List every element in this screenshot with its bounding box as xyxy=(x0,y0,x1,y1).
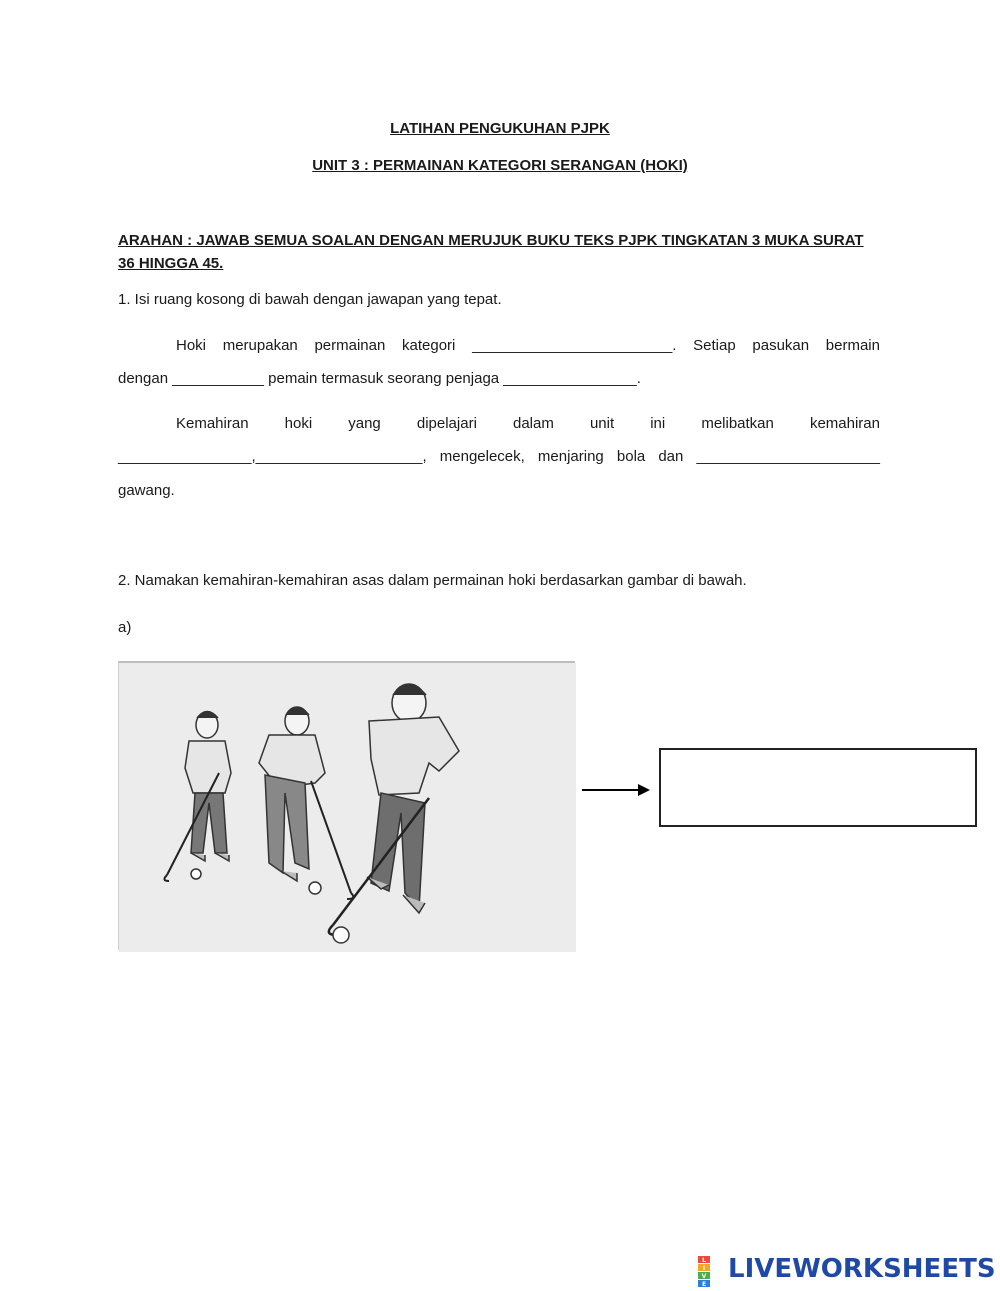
q1-paragraph-1-line-2: dengan ___________ pemain termasuk seorang penjaga ________________. xyxy=(118,370,641,387)
answer-box-a[interactable] xyxy=(659,748,977,827)
hockey-players-picture xyxy=(118,661,575,950)
question-2-prompt: 2. Namakan kemahiran-kemahiran asas dalam permainan hoki berdasarkan gambar di bawah. xyxy=(118,572,747,589)
instruction-text: ARAHAN : JAWAB SEMUA SOALAN DENGAN MERUJUK BUKU TEKS PJPK TINGKATAN 3 MUKA SURAT 36 HINGGA 45. xyxy=(118,232,864,272)
question-1-prompt: 1. Isi ruang kosong di bawah dengan jawapan yang tepat. xyxy=(118,291,502,308)
logo-text: LIVEWORKSHEETS xyxy=(728,1254,996,1284)
q1-paragraph-2-line-3: gawang. xyxy=(118,482,175,499)
worksheet-title: LATIHAN PENGUKUHAN PJPK xyxy=(390,120,610,137)
unit-title: UNIT 3 : PERMAINAN KATEGORI SERANGAN (HOKI) xyxy=(312,157,688,174)
q1-paragraph-2-line-2: ________________,____________________, mengelecek, menjaring bola dan ______________________ xyxy=(118,448,880,465)
logo-letter-i: I xyxy=(702,1265,706,1272)
q1-paragraph-2-line-1: Kemahiran hoki yang dipelajari dalam unit ini melibatkan kemahiran xyxy=(176,415,880,432)
arrow-right-icon xyxy=(582,781,650,799)
live-blocks-icon xyxy=(698,1256,724,1288)
hockey-players-illustration xyxy=(119,663,576,952)
logo-letter-v: V xyxy=(701,1273,707,1280)
q1-paragraph-1-line-1: Hoki merupakan permainan kategori ________________________. Setiap pasukan bermain xyxy=(176,337,880,354)
logo-letter-e: E xyxy=(701,1281,707,1288)
logo-letter-l: L xyxy=(702,1257,706,1264)
question-2-part-a-label: a) xyxy=(118,619,132,636)
